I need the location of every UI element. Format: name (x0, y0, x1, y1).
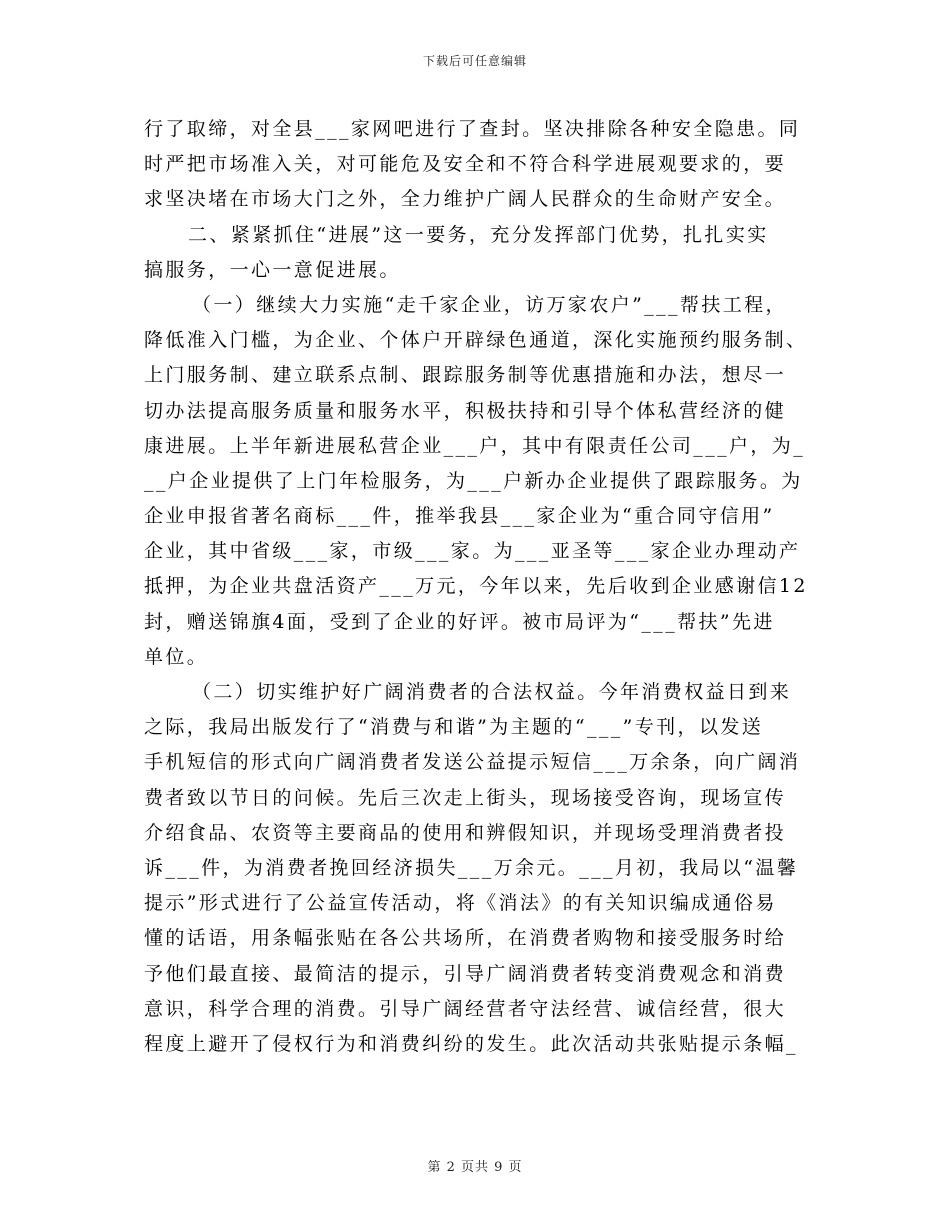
section-heading-line: 搞服务，一心一意促进展。 (144, 258, 401, 281)
paragraph-line: 降低准入门槛，为企业、个体户开辟绿色通道，深化实施预约服务制、 (144, 329, 808, 352)
paragraph-line: 企业，其中省级___家，市级___家。为___亚圣等___家企业办理动产 (144, 540, 801, 563)
paragraph-line: 程度上避开了侵权行为和消费纠纷的发生。此次活动共张贴提示条幅_ (144, 1032, 798, 1055)
paragraph-line: 企业申报省著名商标___件，推举我县___家企业为“重合同守信用” (144, 505, 775, 528)
paragraph-line: 予他们最直接、最简洁的提示，引导广阔消费者转变消费观念和消费 (144, 962, 787, 985)
paragraph-line: 手机短信的形式向广阔消费者发送公益提示短信___万余条，向广阔消 (144, 751, 801, 774)
page-number-footer: 第 2 页共 9 页 (427, 1160, 523, 1175)
paragraph-line: 提示”形式进行了公益宣传活动，将《消法》的有关知识编成通俗易 (144, 892, 777, 915)
paragraph-line: 介绍食品、农资等主要商品的使用和辨假知识，并现场受理消费者投 (144, 821, 787, 844)
document-body (144, 112, 808, 1062)
page-header: 下载后可任意编辑 (422, 54, 527, 68)
paragraph-line: （一）继续大力实施“走千家企业，访万家农户”___帮扶工程， (192, 293, 787, 316)
paragraph-line: 费者致以节日的问候。先后三次走上街头，现场接受咨询，现场宣传 (144, 786, 787, 809)
paragraph-line: 康进展。上半年新进展私营企业___户，其中有限责任公司___户，为_ (144, 434, 806, 457)
paragraph-line: 切办法提高服务质量和服务水平，积极扶持和引导个体私营经济的健 (144, 399, 787, 422)
paragraph-line: 封，赠送锦旗4面，受到了企业的好评。被市局评为“___帮扶”先进 (144, 610, 775, 633)
paragraph-line: 懂的话语，用条幅张贴在各公共场所，在消费者购物和接受服务时给 (144, 927, 787, 950)
paragraph-line: 抵押，为企业共盘活资产___万元，今年以来，先后收到企业感谢信12 (144, 575, 808, 598)
paragraph-line: 单位。 (144, 645, 209, 668)
paragraph-line: 行了取缔，对全县___家网吧进行了查封。坚决排除各种安全隐患。同 (144, 118, 801, 140)
paragraph-line: 上门服务制、建立联系点制、跟踪服务制等优惠措施和办法，想尽一 (144, 364, 787, 387)
paragraph-line: __户企业提供了上门年检服务，为___户新办企业提供了跟踪服务。为 (144, 469, 803, 492)
paragraph-line: 诉___件，为消费者挽回经济损失___万余元。___月初，我局以“温馨 (144, 856, 799, 879)
paragraph-line: 意识，科学合理的消费。引导广阔经营者守法经营、诚信经营，很大 (144, 997, 787, 1020)
section-heading-line: 二、紧紧抓住“进展”这一要务，充分发挥部门优势，扎扎实实 (188, 223, 769, 246)
paragraph-line: （二）切实维护好广阔消费者的合法权益。今年消费权益日到来 (192, 681, 792, 703)
paragraph-line: 之际，我局出版发行了“消费与和谐”为主题的“___”专刊，以发送 (144, 716, 764, 739)
paragraph-line: 求坚决堵在市场大门之外，全力维护广阔人民群众的生命财产安全。 (144, 188, 787, 211)
paragraph-line: 时严把市场准入关，对可能危及安全和不符合科学进展观要求的，要 (144, 153, 787, 176)
